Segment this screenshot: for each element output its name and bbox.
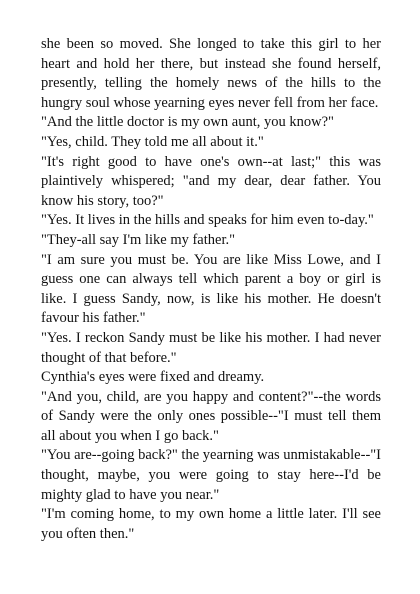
paragraph: she been so moved. She longed to take this girl to her heart and hold her there, but instead she found herself, presently, telling the homely news of the hills to the hungry soul whose yearning eyes never fell from her face.: [41, 36, 381, 111]
paragraph: Cynthia's eyes were fixed and dreamy.: [41, 369, 265, 386]
paragraph: "And the little doctor is my own aunt, you know?": [41, 114, 334, 131]
paragraph: "I'm coming home, to my own home a little later. I'll see you often then.": [41, 506, 381, 542]
paragraph: "Yes. I reckon Sandy must be like his mother. I had never thought of that before.": [41, 329, 381, 366]
paragraph: "I am sure you must be. You are like Miss Lowe, and I guess one can always tell which parent a boy or girl is like. I guess Sandy, now, is like his mother. He doesn't favour his father.": [41, 251, 381, 327]
paragraph: "And you, child, are you happy and content?"--the words of Sandy were the only ones possible--"I must tell them all about you when I go back.": [41, 388, 381, 444]
paragraph: "Yes, child. They told me all about it.": [41, 133, 264, 150]
paragraph: "They-all say I'm like my father.": [41, 231, 236, 248]
paragraph: "It's right good to have one's own--at last;" this was plaintively whispered; "and my dear, dear father. You know his story, too?": [41, 153, 381, 209]
page-text: [41, 35, 381, 544]
paragraph: "Yes. It lives in the hills and speaks for him even to-day.": [41, 212, 374, 229]
paragraph: "You are--going back?" the yearning was unmistakable--"I thought, maybe, you were going to stay here--I'd be mighty glad to have you near.": [41, 447, 382, 503]
